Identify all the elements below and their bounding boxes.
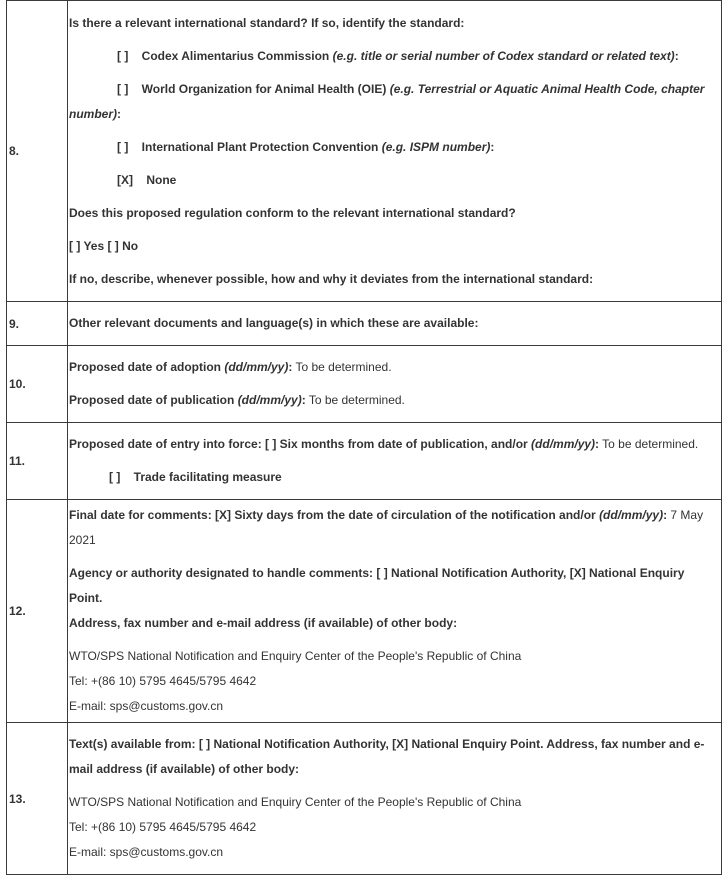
entry-hint: (dd/mm/yy) xyxy=(531,437,596,451)
yes-no-options[interactable]: [ ] Yes [ ] No xyxy=(69,238,139,253)
codex-checkbox[interactable]: [ ] xyxy=(117,48,129,63)
final-colon: : xyxy=(663,508,668,522)
address-email[interactable]: E-mail: sps@customs.gov.cn xyxy=(69,845,224,859)
none-label: None xyxy=(146,172,177,187)
row-content xyxy=(68,302,722,346)
oie-option-continued xyxy=(69,102,719,127)
codex-colon: : xyxy=(674,48,679,63)
oie-colon: : xyxy=(117,106,121,121)
trade-label: Trade facilitating measure xyxy=(133,470,282,484)
table-row-12 xyxy=(7,500,722,723)
table-row-13 xyxy=(7,723,722,875)
row-number: 11. xyxy=(7,423,68,500)
oie-label: World Organization for Animal Health (OIE) xyxy=(141,81,387,96)
row-number: 8. xyxy=(7,1,68,302)
publication-colon: : xyxy=(301,393,306,407)
conform-question: Does this proposed regulation conform to the relevant international standard? xyxy=(69,205,516,220)
row-number: 12. xyxy=(7,500,68,723)
publication-label: Proposed date of publication xyxy=(69,393,238,407)
entry-label: Proposed date of entry into force: [ ] Six months from date of publication, and/or xyxy=(69,437,532,451)
ippc-label: International Plant Protection Convention xyxy=(141,139,379,154)
table-row-9 xyxy=(7,302,722,346)
row-content xyxy=(68,723,722,875)
adoption-hint: (dd/mm/yy) xyxy=(224,360,289,374)
address-name: WTO/SPS National Notification and Enquiry Center of the People's Republic of China xyxy=(69,795,522,809)
row-content xyxy=(68,346,722,423)
table-row-8 xyxy=(7,1,722,302)
international-standard-question: Is there a relevant international standard? If so, identify the standard: xyxy=(69,15,465,30)
codex-hint: (e.g. title or serial number of Codex standard or related text) xyxy=(332,48,675,63)
final-value-year: 2021 xyxy=(69,533,96,547)
address-tel: Tel: +(86 10) 5795 4645/5795 4642 xyxy=(69,820,257,834)
row-content xyxy=(68,1,722,302)
adoption-label: Proposed date of adoption xyxy=(69,360,225,374)
ippc-colon: : xyxy=(490,139,495,154)
row-content xyxy=(68,423,722,500)
notification-form-table xyxy=(6,0,722,875)
table-row-10 xyxy=(7,346,722,423)
final-comments-date xyxy=(69,503,719,528)
row-number: 9. xyxy=(7,302,68,346)
table-row-11 xyxy=(7,423,722,500)
other-documents-label: Other relevant documents and language(s) in which these are available: xyxy=(69,316,479,330)
publication-hint: (dd/mm/yy) xyxy=(237,393,302,407)
entry-colon: : xyxy=(595,437,600,451)
text-available-line2: mail address (if available) of other body: xyxy=(69,762,300,776)
entry-value: To be determined. xyxy=(599,437,699,451)
adoption-date xyxy=(69,355,719,380)
final-value: 7 May xyxy=(667,508,704,522)
publication-value: To be determined. xyxy=(305,393,405,407)
none-checkbox[interactable]: [X] xyxy=(117,172,133,187)
text-available-line1: Text(s) available from: [ ] National Notification Authority, [X] National Enquiry Point. Address, fax number and e- xyxy=(69,737,705,751)
row-number: 13. xyxy=(7,723,68,875)
final-hint: (dd/mm/yy) xyxy=(599,508,664,522)
oie-checkbox[interactable]: [ ] xyxy=(117,81,129,96)
trade-facilitating-option xyxy=(69,465,719,490)
publication-date xyxy=(69,388,719,413)
address-tel: Tel: +(86 10) 5795 4645/5795 4642 xyxy=(69,674,257,688)
oie-option xyxy=(69,77,719,102)
entry-into-force xyxy=(69,432,719,457)
ippc-option xyxy=(69,135,719,160)
address-email[interactable]: E-mail: sps@customs.gov.cn xyxy=(69,699,224,713)
codex-label: Codex Alimentarius Commission xyxy=(141,48,330,63)
trade-checkbox[interactable]: [ ] xyxy=(109,470,121,484)
ippc-checkbox[interactable]: [ ] xyxy=(117,139,129,154)
ippc-hint: (e.g. ISPM number) xyxy=(381,139,491,154)
adoption-value: To be determined. xyxy=(292,360,392,374)
oie-hint-line1: (e.g. Terrestrial or Aquatic Animal Health Code, chapter xyxy=(389,81,705,96)
codex-option xyxy=(69,44,719,69)
final-label: Final date for comments: [X] Sixty days from the date of circulation of the notification and/or xyxy=(69,508,600,522)
deviation-question: If no, describe, whenever possible, how and why it deviates from the international standard: xyxy=(69,271,594,286)
agency-line1: Agency or authority designated to handle comments: [ ] National Notification Authority, [X] National Enquiry Point. xyxy=(69,566,685,605)
row-number: 10. xyxy=(7,346,68,423)
none-option xyxy=(69,168,719,193)
oie-hint-line2: number) xyxy=(69,106,117,121)
row-content xyxy=(68,500,722,723)
adoption-colon: : xyxy=(288,360,293,374)
agency-line2: Address, fax number and e-mail address (if available) of other body: xyxy=(69,616,458,630)
address-name: WTO/SPS National Notification and Enquiry Center of the People's Republic of China xyxy=(69,649,522,663)
